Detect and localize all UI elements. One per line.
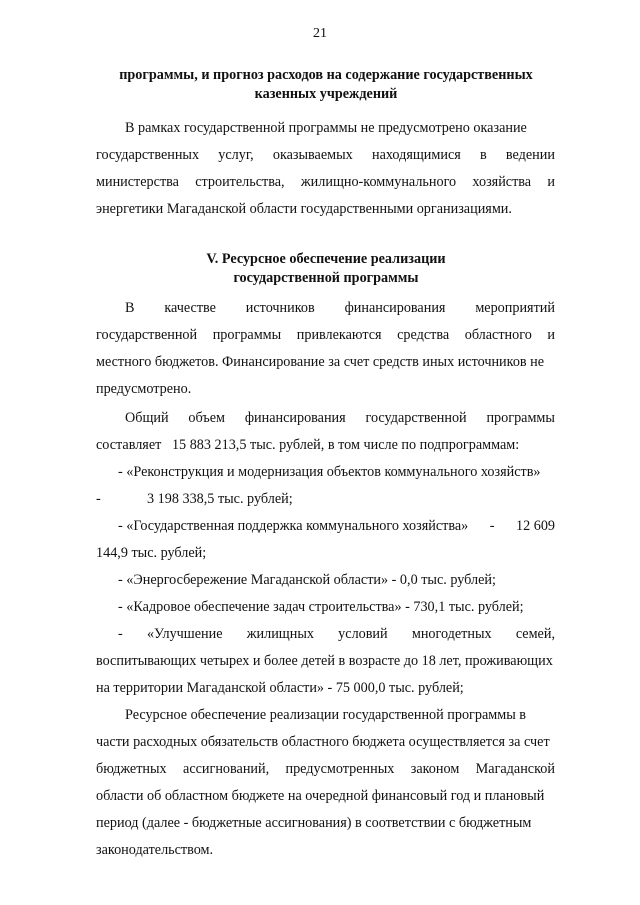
item-1-dash: -: [96, 491, 101, 507]
para2-line-2: [96, 327, 555, 344]
word: программы: [212, 327, 282, 343]
word: В: [125, 300, 135, 316]
word: качестве: [164, 300, 216, 316]
para4-line-2: части расходных обязательств областного бюджета осуществляется за счет: [96, 734, 550, 750]
header-title-line-2: казенных учреждений: [254, 86, 398, 102]
word: областного: [464, 327, 532, 343]
word: программы: [486, 410, 555, 426]
item-3: - «Энергосбережение Магаданской области» - 0,0 тыс. рублей;: [118, 572, 496, 588]
word: финансирования: [344, 300, 446, 316]
word: ассигнований,: [183, 761, 270, 777]
header-title: [96, 66, 556, 104]
word: -: [118, 626, 123, 642]
para2-line-1: [125, 300, 555, 317]
section-heading: [96, 250, 556, 288]
word: государственных: [96, 147, 200, 163]
para4-line-5: период (далее - бюджетные ассигнования) в соответствии с бюджетным: [96, 815, 532, 831]
para1-line-2: [96, 147, 555, 164]
word: источников: [245, 300, 315, 316]
word: привлекаются: [296, 327, 382, 343]
para2-line-3: местного бюджетов. Финансирование за счет средств иных источников не: [96, 354, 545, 370]
para4-line-6: законодательством.: [96, 842, 214, 858]
para4-line-4: области об областном бюджете на очередной финансовый год и плановый: [96, 788, 545, 804]
para3-line-2: составляет 15 883 213,5 тыс. рублей, в том числе по подпрограммам:: [96, 437, 520, 453]
word: бюджетных: [96, 761, 167, 777]
item-text: - «Государственная поддержка коммунального хозяйства»: [118, 518, 469, 534]
word: ведении: [505, 147, 555, 163]
word: и: [547, 327, 555, 343]
item-5-line-1: [118, 626, 555, 643]
item-5-line-2: воспитывающих четырех и более детей в возрасте до 18 лет, проживающих: [96, 653, 553, 669]
word: государственной: [365, 410, 467, 426]
item-1-line-1: - «Реконструкция и модернизация объектов коммунального хозяйств»: [118, 464, 541, 480]
para4-line-1: Ресурсное обеспечение реализации государственной программы в: [125, 707, 526, 723]
word: условий: [338, 626, 388, 642]
para1-line-1: В рамках государственной программы не предусмотрено оказание: [125, 120, 527, 136]
section-heading-line-2: государственной программы: [233, 270, 419, 286]
para1-line-3: [96, 174, 555, 191]
para4-line-3: [96, 761, 555, 778]
section-heading-line-1: V. Ресурсное обеспечение реализации: [206, 251, 446, 267]
word: средства: [397, 327, 450, 343]
para3-line-1: [125, 410, 555, 427]
word: «Улучшение: [146, 626, 223, 642]
word: мероприятий: [475, 300, 555, 316]
word: жилищно-коммунального: [300, 174, 457, 190]
word: многодетных: [411, 626, 492, 642]
word: и: [547, 174, 555, 190]
word: предусмотренных: [285, 761, 395, 777]
word: оказываемых: [272, 147, 353, 163]
word: хозяйства: [472, 174, 532, 190]
header-title-line-1: программы, и прогноз расходов на содержание государственных: [119, 67, 533, 83]
word: услуг,: [218, 147, 254, 163]
word: находящимися: [371, 147, 461, 163]
item-1-amount: 3 198 338,5 тыс. рублей;: [147, 491, 293, 507]
word: государственной: [96, 327, 198, 343]
item-amount: 12 609: [515, 518, 555, 534]
word: финансирования: [244, 410, 346, 426]
para2-line-4: предусмотрено.: [96, 381, 192, 397]
item-dash: -: [489, 518, 495, 534]
item-4: - «Кадровое обеспечение задач строительства» - 730,1 тыс. рублей;: [118, 599, 524, 615]
word: министерства: [96, 174, 179, 190]
word: в: [480, 147, 487, 163]
item-2-line-1: [118, 518, 555, 535]
word: семей,: [515, 626, 555, 642]
item-5-line-3: на территории Магаданской области» - 75 000,0 тыс. рублей;: [96, 680, 464, 696]
page-number: 21: [313, 26, 327, 41]
word: объем: [188, 410, 225, 426]
word: законом: [410, 761, 460, 777]
para1-line-4: энергетики Магаданской области государственными организациями.: [96, 201, 512, 217]
word: строительства,: [195, 174, 285, 190]
word: Общий: [125, 410, 169, 426]
item-2-line-2: 144,9 тыс. рублей;: [96, 545, 207, 561]
word: жилищных: [246, 626, 314, 642]
word: Магаданской: [475, 761, 555, 777]
